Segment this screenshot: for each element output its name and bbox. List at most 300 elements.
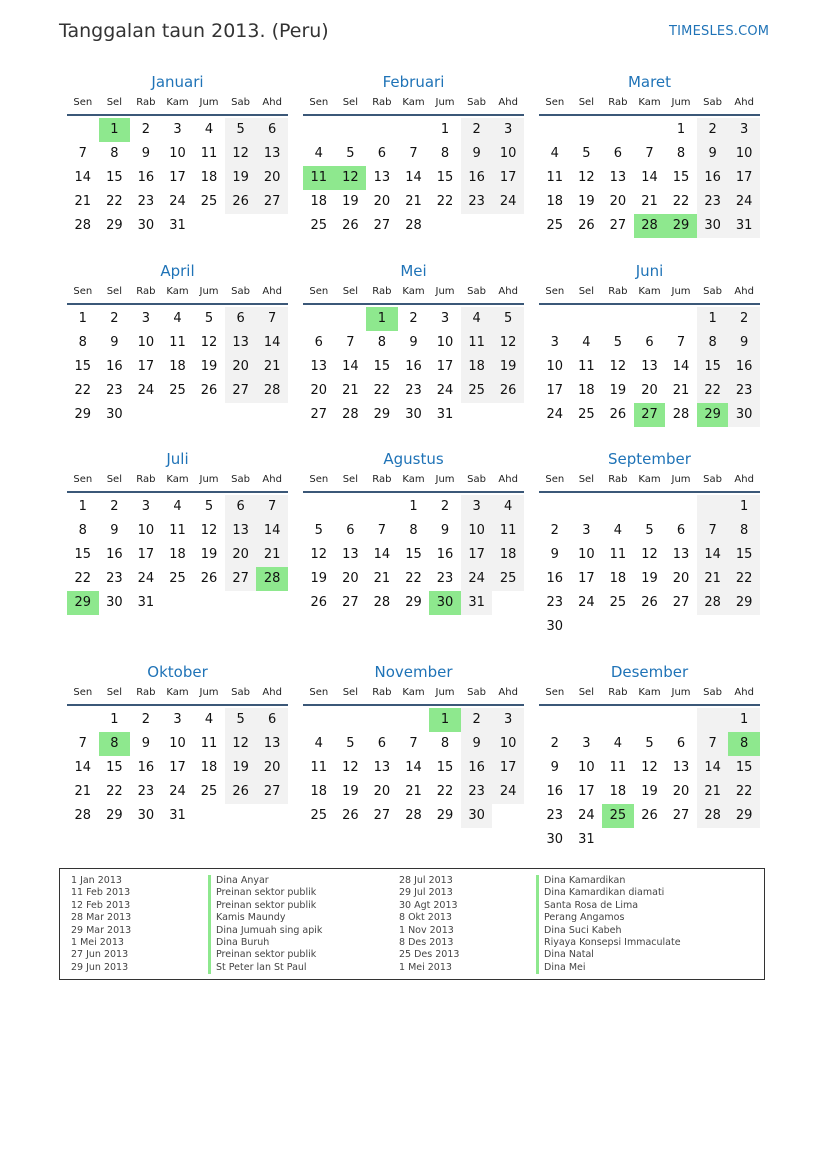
day-cell: 17 [492, 756, 524, 780]
weekday-label: Kam [402, 286, 425, 297]
day-cell: 26 [609, 407, 627, 422]
weekday-label: Sab [467, 286, 486, 297]
day-cell: 23 [137, 784, 155, 799]
day-cell: 24 [546, 407, 564, 422]
day-cell: 22 [373, 383, 391, 398]
day-cell: 4 [461, 307, 493, 331]
empty-cell [602, 495, 634, 519]
legend-date: 28 Mar 2013 [71, 912, 132, 924]
legend-dates-right [399, 875, 459, 974]
weekday-header [539, 686, 760, 706]
day-cell: 30 [546, 832, 564, 847]
day-cell: 18 [546, 194, 564, 209]
day-cell: 18 [461, 355, 493, 379]
day-cell: 1 [697, 307, 729, 331]
weekday-label: Sel [342, 97, 358, 108]
day-cell: 9 [550, 760, 559, 775]
day-cell: 27 [225, 379, 257, 403]
day-cell: 14 [256, 331, 288, 355]
day-cell: 22 [697, 379, 729, 403]
legend-date: 1 Mei 2013 [71, 936, 124, 948]
day-cell: 20 [672, 571, 690, 586]
day-cell: 16 [461, 756, 493, 780]
day-cell: 22 [436, 784, 454, 799]
day-cell: 5 [582, 146, 591, 161]
legend-date: 8 Okt 2013 [399, 912, 452, 924]
day-cell: 20 [310, 383, 328, 398]
day-grid [303, 495, 524, 615]
day-cell: 29 [405, 595, 422, 610]
legend-name: Dina Jumuah sing apik [208, 925, 322, 937]
day-cell: 27 [609, 218, 627, 233]
weekday-label: Ahd [262, 687, 282, 698]
month-name: Januari [151, 73, 204, 91]
weekday-label: Sab [703, 687, 722, 698]
day-cell: 23 [546, 808, 564, 823]
day-cell: 20 [225, 543, 257, 567]
day-cell: 9 [110, 335, 119, 350]
day-cell: 21 [405, 194, 422, 209]
weekday-header [303, 686, 524, 706]
day-cell: 22 [672, 194, 690, 209]
day-cell: 22 [405, 571, 422, 586]
day-cell: 13 [225, 519, 257, 543]
day-cell: 3 [173, 712, 182, 727]
holiday-day-cell: 11 [303, 166, 335, 190]
day-cell: 26 [200, 383, 218, 398]
day-cell: 23 [697, 190, 729, 214]
day-cell: 3 [582, 736, 591, 751]
day-cell: 13 [225, 331, 257, 355]
day-cell: 28 [672, 407, 690, 422]
empty-cell [303, 708, 335, 732]
weekday-label: Sen [73, 97, 93, 108]
day-cell: 23 [461, 190, 493, 214]
day-cell: 7 [78, 736, 87, 751]
day-cell: 14 [74, 760, 92, 775]
day-cell: 17 [169, 760, 186, 775]
weekday-label: Jum [199, 474, 219, 485]
day-cell: 19 [310, 571, 328, 586]
day-cell: 9 [141, 146, 151, 161]
holiday-day-cell: 25 [602, 804, 634, 828]
empty-cell [303, 307, 335, 331]
empty-cell [67, 118, 99, 142]
day-cell: 15 [106, 760, 123, 775]
weekday-header [67, 473, 288, 493]
day-cell: 27 [373, 808, 391, 823]
day-cell: 18 [310, 194, 328, 209]
day-cell: 8 [78, 523, 87, 538]
page-title: Tanggalan taun 2013. (Peru) [59, 20, 329, 42]
legend-name: Dina Natal [536, 949, 681, 961]
day-cell: 20 [225, 355, 257, 379]
day-cell: 19 [200, 547, 218, 562]
day-cell: 9 [110, 523, 119, 538]
day-cell: 14 [74, 170, 92, 185]
holiday-day-cell: 27 [634, 403, 666, 427]
weekday-label: Jum [671, 286, 691, 297]
day-cell: 22 [728, 567, 760, 591]
day-cell: 17 [461, 543, 493, 567]
empty-cell [665, 495, 697, 519]
holiday-day-cell: 29 [67, 591, 99, 615]
day-cell: 21 [256, 355, 288, 379]
day-cell: 23 [106, 571, 123, 586]
legend-name: Dina Anyar [208, 875, 322, 887]
day-grid [67, 307, 288, 427]
day-cell: 13 [256, 732, 288, 756]
day-cell: 26 [641, 595, 658, 610]
month-name: September [608, 450, 691, 468]
day-cell: 30 [546, 619, 564, 634]
day-cell: 2 [141, 122, 151, 137]
day-cell: 20 [641, 383, 658, 398]
empty-cell [398, 118, 430, 142]
weekday-label: Kam [402, 474, 425, 485]
empty-cell [602, 307, 634, 331]
day-cell: 6 [676, 736, 686, 751]
legend-date: 1 Mei 2013 [399, 961, 452, 973]
day-cell: 5 [492, 307, 524, 331]
weekday-label: Rab [136, 286, 156, 297]
day-cell: 5 [346, 736, 355, 751]
weekday-label: Sel [578, 687, 594, 698]
holiday-legend [59, 868, 765, 980]
day-cell: 25 [609, 595, 627, 610]
weekday-header [67, 96, 288, 116]
legend-date: 1 Nov 2013 [399, 924, 454, 936]
day-cell: 25 [200, 194, 218, 209]
weekday-label: Kam [638, 687, 661, 698]
day-cell: 24 [169, 784, 186, 799]
day-cell: 18 [609, 784, 627, 799]
weekday-header [303, 96, 524, 116]
day-cell: 3 [582, 523, 591, 538]
day-cell: 13 [310, 359, 328, 374]
day-cell: 23 [461, 780, 493, 804]
day-grid [539, 307, 760, 427]
month-name: Desember [610, 663, 689, 681]
day-cell: 3 [550, 335, 559, 350]
day-cell: 30 [106, 407, 123, 422]
weekday-header [67, 285, 288, 305]
day-cell: 24 [492, 780, 524, 804]
empty-cell [335, 495, 367, 519]
weekday-label: Ahd [498, 687, 518, 698]
month-name: Juli [166, 450, 189, 468]
weekday-label: Rab [136, 97, 156, 108]
weekday-header [303, 285, 524, 305]
day-cell: 25 [310, 218, 328, 233]
day-cell: 12 [310, 547, 328, 562]
day-cell: 26 [225, 780, 257, 804]
legend-dates-left [71, 875, 131, 974]
weekday-label: Sen [73, 474, 93, 485]
month-name: Maret [627, 73, 672, 91]
day-cell: 11 [310, 760, 328, 775]
day-cell: 6 [346, 523, 355, 538]
weekday-label: Jum [435, 687, 455, 698]
day-cell: 8 [110, 146, 119, 161]
day-cell: 16 [728, 355, 760, 379]
day-cell: 4 [314, 146, 323, 161]
month-name: Mei [400, 262, 427, 280]
day-cell: 5 [204, 499, 214, 514]
weekday-label: Sab [467, 474, 486, 485]
weekday-label: Ahd [498, 97, 518, 108]
day-cell: 18 [492, 543, 524, 567]
empty-cell [539, 118, 571, 142]
weekday-label: Kam [638, 474, 661, 485]
legend-date: 11 Feb 2013 [71, 887, 131, 899]
weekday-label: Ahd [734, 97, 754, 108]
day-cell: 17 [436, 359, 454, 374]
month-name: Juni [635, 262, 664, 280]
day-cell: 7 [256, 495, 288, 519]
day-cell: 9 [461, 732, 493, 756]
day-cell: 3 [492, 118, 524, 142]
day-cell: 18 [578, 383, 595, 398]
weekday-label: Ahd [734, 687, 754, 698]
day-cell: 25 [546, 218, 564, 233]
day-cell: 8 [377, 335, 387, 350]
weekday-label: Sen [73, 687, 93, 698]
day-cell: 18 [169, 359, 186, 374]
day-cell: 16 [546, 784, 564, 799]
day-cell: 18 [609, 571, 627, 586]
weekday-label: Rab [608, 97, 628, 108]
day-cell: 26 [641, 808, 658, 823]
empty-cell [571, 307, 603, 331]
day-cell: 27 [672, 595, 690, 610]
empty-cell [539, 708, 571, 732]
weekday-label: Jum [671, 97, 691, 108]
day-cell: 1 [78, 499, 87, 514]
empty-cell [634, 118, 666, 142]
day-cell: 10 [578, 760, 595, 775]
day-cell: 23 [106, 383, 123, 398]
legend-name: Dina Suci Kabeh [536, 925, 681, 937]
day-cell: 25 [200, 784, 218, 799]
day-cell: 9 [728, 331, 760, 355]
day-cell: 18 [169, 547, 186, 562]
day-cell: 20 [256, 166, 288, 190]
holiday-day-cell: 29 [697, 403, 729, 427]
day-cell: 1 [728, 495, 760, 519]
weekday-label: Sab [467, 687, 486, 698]
month-september [539, 449, 760, 639]
day-cell: 10 [461, 519, 493, 543]
day-cell: 19 [609, 383, 627, 398]
day-cell: 19 [225, 756, 257, 780]
empty-cell [335, 708, 367, 732]
day-cell: 20 [373, 194, 391, 209]
day-cell: 30 [697, 214, 729, 238]
day-cell: 16 [461, 166, 493, 190]
day-cell: 3 [461, 495, 493, 519]
day-cell: 16 [405, 359, 422, 374]
day-cell: 7 [697, 519, 729, 543]
day-cell: 15 [436, 760, 454, 775]
day-cell: 7 [676, 335, 686, 350]
day-cell: 29 [106, 808, 123, 823]
day-cell: 4 [204, 122, 214, 137]
day-cell: 26 [225, 190, 257, 214]
month-name: April [160, 262, 195, 280]
day-cell: 29 [74, 407, 92, 422]
holiday-day-cell: 8 [728, 732, 760, 756]
legend-names-left [208, 875, 322, 974]
day-cell: 17 [728, 166, 760, 190]
day-cell: 12 [578, 170, 595, 185]
weekday-label: Sel [106, 687, 122, 698]
weekday-label: Jum [199, 687, 219, 698]
weekday-label: Rab [372, 687, 392, 698]
weekday-label: Kam [638, 97, 661, 108]
day-cell: 7 [409, 146, 418, 161]
day-cell: 16 [106, 359, 123, 374]
weekday-label: Sab [231, 286, 250, 297]
empty-cell [602, 118, 634, 142]
day-cell: 11 [200, 146, 218, 161]
day-cell: 1 [409, 499, 418, 514]
day-cell: 12 [225, 732, 257, 756]
day-cell: 27 [310, 407, 328, 422]
day-cell: 6 [377, 146, 387, 161]
holiday-day-cell: 1 [99, 118, 131, 142]
day-cell: 28 [405, 218, 422, 233]
day-cell: 2 [440, 499, 450, 514]
day-cell: 16 [436, 547, 454, 562]
day-grid [539, 708, 760, 852]
day-cell: 5 [645, 523, 654, 538]
empty-cell [366, 708, 398, 732]
weekday-label: Sab [231, 97, 250, 108]
weekday-label: Sel [578, 286, 594, 297]
day-cell: 31 [169, 808, 186, 823]
day-cell: 14 [405, 170, 422, 185]
day-cell: 3 [728, 118, 760, 142]
day-cell: 25 [169, 383, 186, 398]
day-cell: 6 [256, 118, 288, 142]
holiday-day-cell: 30 [429, 591, 461, 615]
day-cell: 15 [106, 170, 123, 185]
day-cell: 15 [728, 543, 760, 567]
month-juni [539, 261, 760, 427]
weekday-label: Sen [545, 286, 565, 297]
day-cell: 12 [641, 547, 658, 562]
day-cell: 9 [697, 142, 729, 166]
month-oktober [67, 662, 288, 828]
day-cell: 13 [609, 170, 627, 185]
day-cell: 19 [225, 166, 257, 190]
day-cell: 13 [342, 547, 359, 562]
day-cell: 5 [613, 335, 623, 350]
day-cell: 21 [74, 784, 92, 799]
day-cell: 25 [461, 379, 493, 403]
weekday-label: Sel [106, 474, 122, 485]
day-cell: 22 [106, 784, 123, 799]
day-cell: 30 [137, 218, 155, 233]
weekday-header [539, 96, 760, 116]
day-cell: 20 [672, 784, 690, 799]
day-cell: 27 [672, 808, 690, 823]
day-cell: 29 [106, 218, 123, 233]
day-cell: 8 [697, 331, 729, 355]
day-cell: 10 [137, 523, 155, 538]
day-cell: 14 [342, 359, 359, 374]
day-cell: 14 [256, 519, 288, 543]
day-cell: 27 [225, 567, 257, 591]
day-cell: 5 [645, 736, 654, 751]
month-april [67, 261, 288, 427]
empty-cell [697, 495, 729, 519]
day-cell: 28 [373, 595, 391, 610]
day-cell: 5 [346, 146, 355, 161]
day-cell: 10 [169, 146, 186, 161]
weekday-label: Kam [402, 97, 425, 108]
day-cell: 3 [440, 311, 450, 326]
day-cell: 19 [578, 194, 595, 209]
day-cell: 14 [405, 760, 422, 775]
day-cell: 1 [78, 311, 87, 326]
day-cell: 4 [204, 712, 214, 727]
day-cell: 19 [200, 359, 218, 374]
weekday-label: Rab [608, 474, 628, 485]
day-cell: 26 [200, 571, 218, 586]
weekday-label: Sen [309, 687, 329, 698]
day-cell: 26 [342, 808, 359, 823]
day-cell: 15 [672, 170, 690, 185]
weekday-label: Kam [166, 474, 189, 485]
day-cell: 25 [169, 571, 186, 586]
day-cell: 1 [440, 122, 450, 137]
empty-cell [303, 495, 335, 519]
weekday-label: Rab [372, 286, 392, 297]
day-cell: 7 [697, 732, 729, 756]
day-cell: 9 [550, 547, 559, 562]
weekday-label: Kam [402, 687, 425, 698]
weekday-label: Sen [545, 687, 565, 698]
day-cell: 22 [436, 194, 454, 209]
day-cell: 26 [310, 595, 328, 610]
day-cell: 5 [225, 708, 257, 732]
day-cell: 13 [641, 359, 658, 374]
month-november [303, 662, 524, 828]
empty-cell [335, 307, 367, 331]
legend-date: 28 Jul 2013 [399, 875, 453, 886]
day-cell: 25 [578, 407, 595, 422]
day-cell: 3 [141, 499, 151, 514]
day-cell: 9 [141, 736, 151, 751]
day-cell: 11 [169, 523, 186, 538]
weekday-label: Kam [166, 687, 189, 698]
day-cell: 23 [728, 379, 760, 403]
day-cell: 23 [405, 383, 422, 398]
day-cell: 23 [137, 194, 155, 209]
weekday-label: Sel [106, 286, 122, 297]
day-cell: 3 [492, 708, 524, 732]
weekday-label: Sel [578, 474, 594, 485]
weekday-label: Rab [372, 474, 392, 485]
day-cell: 13 [373, 760, 391, 775]
legend-name: Dina Mei [536, 962, 681, 974]
day-cell: 28 [74, 218, 92, 233]
brand-link[interactable]: TIMESLES.COM [669, 24, 770, 39]
day-cell: 5 [204, 311, 214, 326]
day-cell: 24 [492, 190, 524, 214]
